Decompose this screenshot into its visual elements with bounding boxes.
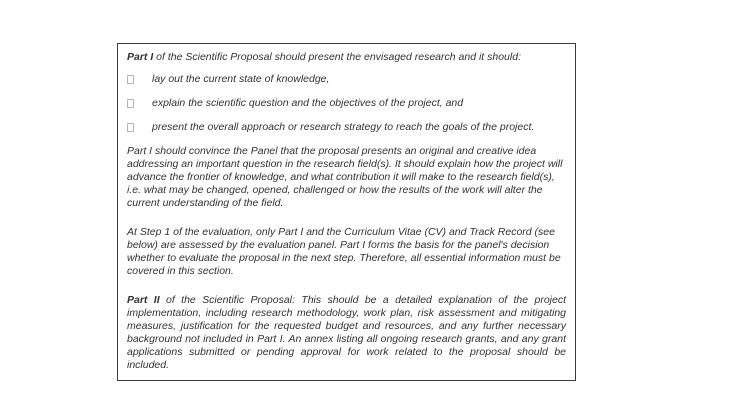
bullet-item-state-of-knowledge	[127, 73, 566, 86]
proposal-guidelines-box	[117, 43, 576, 381]
part1-bold-label: Part I	[127, 51, 154, 63]
part2-bold-label: Part II	[127, 294, 160, 306]
bullet-text: lay out the current state of knowledge,	[152, 73, 330, 85]
step1-evaluation-paragraph: At Step 1 of the evaluation, only Part I and the Curriculum Vitae (CV) and Track Record (see below) are assessed by the evaluation panel. Part I forms the basis for the panel's decision whether to evaluate the proposal in the next step. Therefore, all essential information must be covered in this section.	[127, 226, 561, 277]
square-bullet-icon	[127, 75, 134, 84]
bullet-text: explain the scientific question and the objectives of the project, and	[152, 97, 464, 109]
square-bullet-icon	[127, 99, 134, 108]
bullet-item-scientific-question	[127, 97, 566, 110]
square-bullet-icon	[127, 123, 134, 132]
part1-intro-line	[127, 51, 566, 64]
bullet-item-overall-approach	[127, 121, 566, 134]
part2-text: of the Scientific Proposal: This should be a detailed explanation of the project implementation, including research methodology, work plan, risk assessment and mitigating measures, justification for the requested budget and resources, and any further necessary background not included in Part I. An annex listing all ongoing research grants, and any grant applications submitted or pending approval for work related to the proposal should be included.	[127, 294, 566, 371]
part2-paragraph	[127, 294, 566, 372]
part1-convince-paragraph: Part I should convince the Panel that the proposal presents an original and creative idea addressing an important question in the research field(s). It should explain how the project will advance the frontier of knowledge, and what contribution it will make to the research field(s), i.e. what may be changed, opened, challenged or how the results of the work will alter the current understanding of the field.	[127, 145, 563, 209]
part1-intro-text: of the Scientific Proposal should present the envisaged research and it should:	[153, 51, 521, 63]
bullet-text: present the overall approach or research strategy to reach the goals of the project.	[152, 121, 535, 133]
